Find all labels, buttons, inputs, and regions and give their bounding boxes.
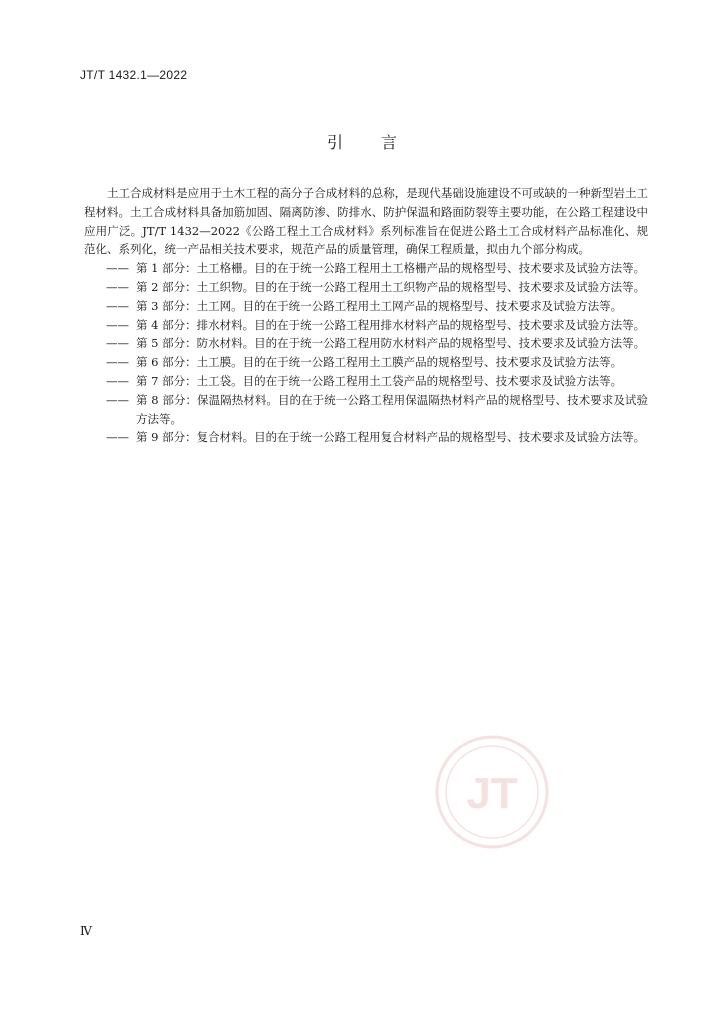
list-dash: —— bbox=[106, 392, 129, 407]
list-item-text: 第 4 部分：排水材料。目的在于统一公路工程用排水材料产品的规格型号、技术要求及试验方法等。 bbox=[136, 317, 646, 332]
list-item-text: 第 9 部分：复合材料。目的在于统一公路工程用复合材料产品的规格型号、技术要求及试验方法等。 bbox=[136, 430, 646, 445]
list-item bbox=[84, 353, 648, 372]
list-dash: —— bbox=[106, 298, 129, 313]
list-dash: —— bbox=[106, 355, 129, 370]
parts-list bbox=[84, 259, 648, 447]
list-dash: —— bbox=[106, 317, 129, 332]
list-item bbox=[84, 334, 648, 353]
list-item bbox=[84, 297, 648, 316]
list-dash: —— bbox=[106, 373, 129, 388]
page-number: Ⅳ bbox=[80, 924, 92, 938]
list-item-text: 第 6 部分：土工膜。目的在于统一公路工程用土工膜产品的规格型号、技术要求及试验方法等。 bbox=[136, 355, 623, 370]
list-item-text: 第 1 部分：土工格栅。目的在于统一公路工程用土工格栅产品的规格型号、技术要求及试验方法等。 bbox=[136, 261, 646, 276]
watermark-text: JT bbox=[466, 769, 518, 818]
list-item bbox=[84, 428, 648, 447]
page-title: 引言 bbox=[326, 133, 435, 152]
list-item-text: 第 2 部分：土工织物。目的在于统一公路工程用土工织物产品的规格型号、技术要求及试验方法等。 bbox=[136, 279, 646, 294]
jt-watermark-stamp bbox=[432, 732, 552, 852]
list-dash: —— bbox=[106, 430, 129, 445]
list-item bbox=[84, 259, 648, 278]
list-item bbox=[84, 316, 648, 335]
list-dash: —— bbox=[106, 261, 129, 276]
list-dash: —— bbox=[106, 279, 129, 294]
body-text bbox=[84, 184, 648, 447]
list-dash: —— bbox=[106, 336, 129, 351]
list-item-text: 第 8 部分：保温隔热材料。目的在于统一公路工程用保温隔热材料产品的规格型号、技术要求及试验方法等。 bbox=[136, 392, 648, 426]
list-item-text: 第 7 部分：土工袋。目的在于统一公路工程用土工袋产品的规格型号、技术要求及试验方法等。 bbox=[136, 373, 623, 388]
standard-code: JT/T 1432.1—2022 bbox=[80, 68, 188, 82]
list-item-text: 第 3 部分：土工网。目的在于统一公路工程用土工网产品的规格型号、技术要求及试验方法等。 bbox=[136, 298, 623, 313]
list-item-text: 第 5 部分：防水材料。目的在于统一公路工程用防水材料产品的规格型号、技术要求及试验方法等。 bbox=[136, 336, 646, 351]
intro-paragraph: 土工合成材料是应用于土木工程的高分子合成材料的总称，是现代基础设施建设不可或缺的一种新型岩土工程材料。土工合成材料具备加筋加固、隔离防渗、防排水、防护保温和路面防裂等主要功能，在公路工程建设中应用广泛。JT/T 1432—2022《公路工程土工合成材料》系列标准旨在促进公路土工合成材料产品标准化、规范化、系列化，统一产品相关技术要求，规范产品的质量管理，确保工程质量，拟由九个部分构成。 bbox=[84, 186, 648, 257]
list-item bbox=[84, 391, 648, 429]
list-item bbox=[84, 278, 648, 297]
list-item bbox=[84, 372, 648, 391]
